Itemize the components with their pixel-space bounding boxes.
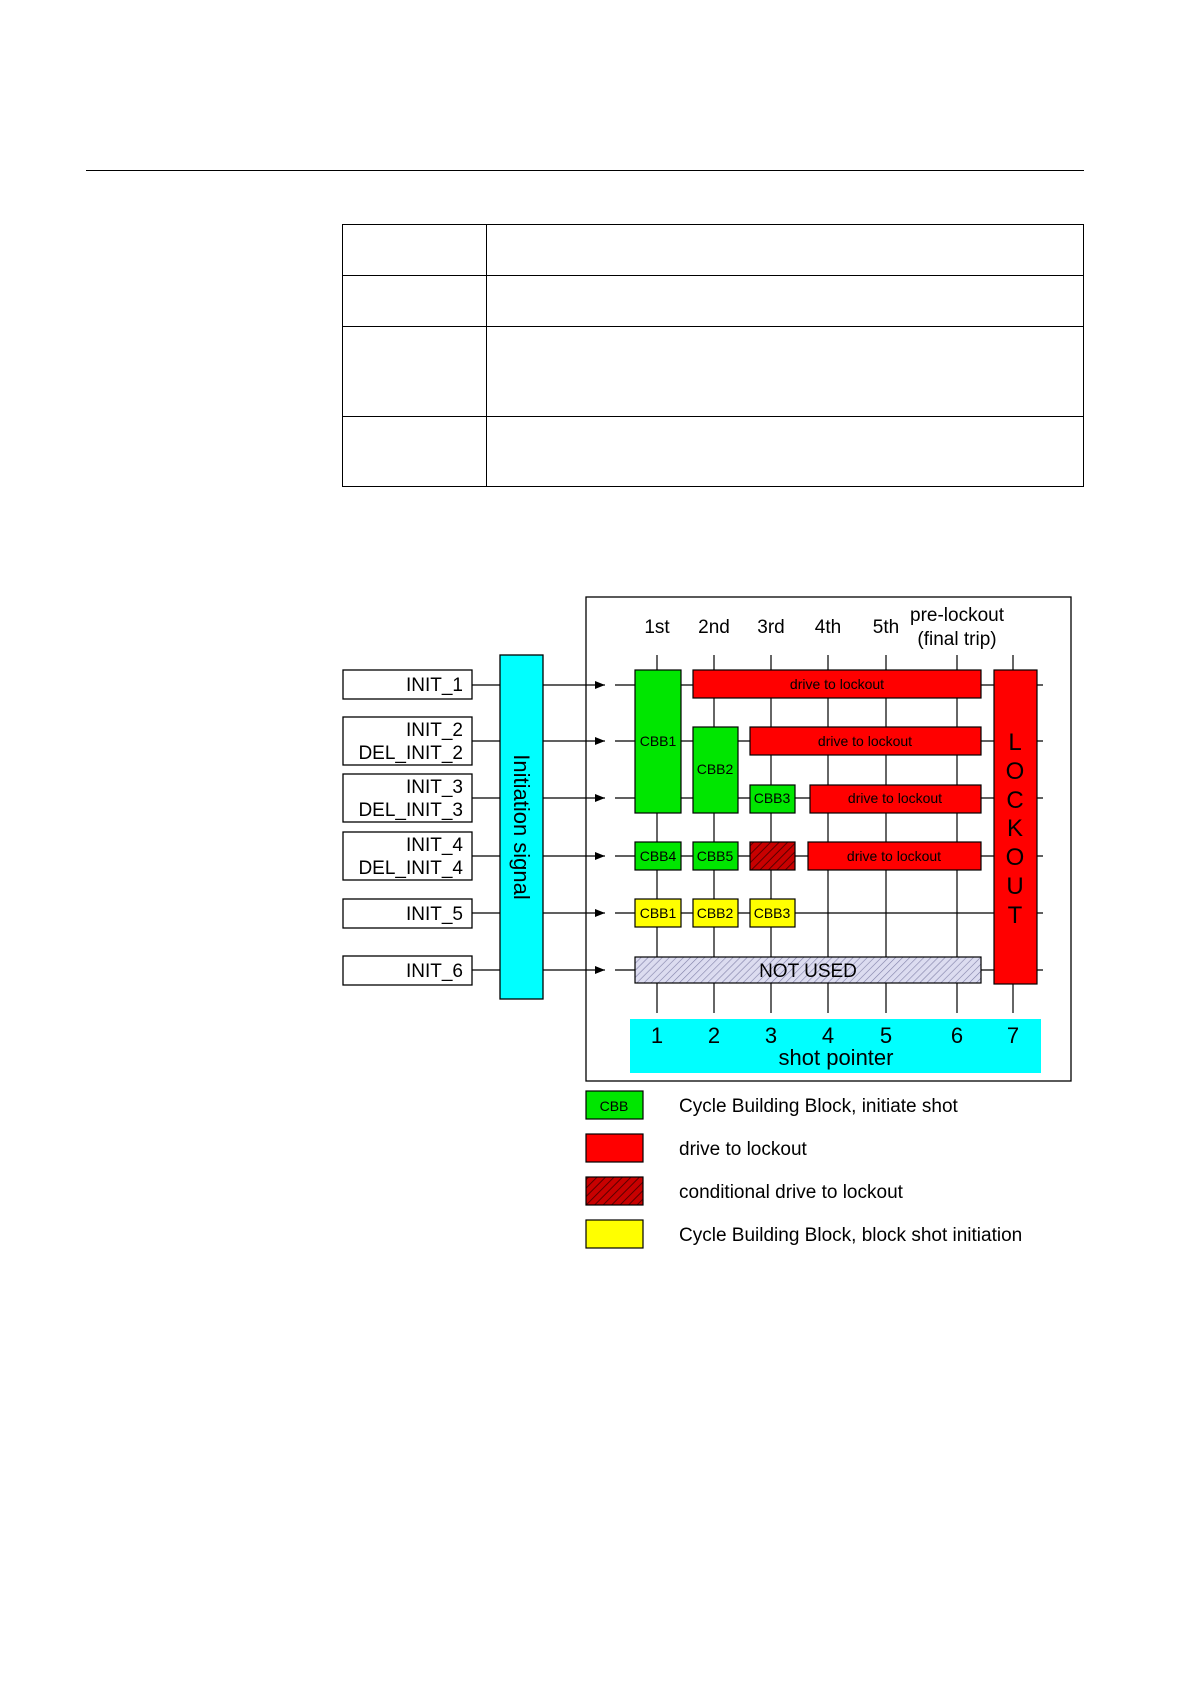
drive-to-lockout-label: drive to lockout <box>789 676 885 692</box>
column-header-5th: 5th <box>872 617 900 638</box>
lockout-letter: U <box>1006 873 1024 900</box>
column-header-pre-lockout: pre-lockout <box>910 605 1004 626</box>
conditional-drive-block <box>750 842 795 870</box>
shot-pointer-number: 3 <box>764 1023 778 1048</box>
input-label: INIT_5 <box>405 904 463 925</box>
column-header-final-trip: (final trip) <box>917 629 997 650</box>
input-signals <box>343 670 472 985</box>
cbb-label: CBB3 <box>753 790 791 806</box>
cbb-label: CBB3 <box>753 905 791 921</box>
lockout-letter: C <box>1006 787 1024 814</box>
lockout-letter: K <box>1006 815 1024 842</box>
column-header-3rd: 3rd <box>757 617 785 638</box>
not-used-label: NOT USED <box>759 961 857 982</box>
drive-to-lockout-label: drive to lockout <box>846 848 942 864</box>
input-label: INIT_6 <box>405 961 463 982</box>
column-header-4th: 4th <box>814 617 842 638</box>
column-header-1st: 1st <box>644 617 670 638</box>
legend <box>586 1091 1022 1248</box>
input-label-delayed: DEL_INIT_2 <box>358 743 463 764</box>
legend-label: Cycle Building Block, initiate shot <box>679 1096 958 1117</box>
lockout-letter: T <box>1007 902 1023 929</box>
signal-arrows <box>543 685 605 970</box>
legend-label: drive to lockout <box>679 1139 807 1160</box>
shot-pointer-label: shot pointer <box>778 1045 894 1070</box>
cbb-label: CBB4 <box>639 848 677 864</box>
shot-pointer-number: 7 <box>1006 1023 1020 1048</box>
lockout-letter: L <box>1008 729 1022 756</box>
cbb-label: CBB2 <box>696 761 734 777</box>
input-label: INIT_2 <box>405 720 463 741</box>
legend-swatch-conditional <box>586 1177 643 1205</box>
drive-to-lockout-label: drive to lockout <box>817 733 913 749</box>
drive-to-lockout-label: drive to lockout <box>847 790 943 806</box>
column-header-2nd: 2nd <box>698 617 730 638</box>
legend-swatch-drive-to-lockout <box>586 1134 643 1162</box>
input-label: INIT_1 <box>405 675 463 696</box>
legend-label: Cycle Building Block, block shot initiation <box>679 1225 1023 1246</box>
cbb-block-shot-blocks <box>635 899 795 927</box>
shot-pointer-number: 5 <box>879 1023 893 1048</box>
lockout-letter: O <box>1005 844 1025 871</box>
column-headers <box>644 605 1004 650</box>
shot-pointer-number: 4 <box>821 1023 835 1048</box>
legend-swatch-text: CBB <box>599 1098 629 1114</box>
lockout-letters <box>1006 729 1025 929</box>
cbb-label: CBB2 <box>696 905 734 921</box>
shot-pointer-number: 6 <box>950 1023 964 1048</box>
legend-swatch-cbb-block <box>586 1220 643 1248</box>
shot-pointer-number: 1 <box>650 1023 664 1048</box>
cbb-label: CBB1 <box>639 733 677 749</box>
input-label-delayed: DEL_INIT_3 <box>358 800 463 821</box>
input-label-delayed: DEL_INIT_4 <box>358 858 463 879</box>
cbb-label: CBB5 <box>696 848 734 864</box>
input-connectors <box>472 685 500 970</box>
initiation-signal-label: Initiation signal <box>509 754 534 900</box>
legend-label: conditional drive to lockout <box>679 1182 903 1203</box>
input-label: INIT_4 <box>405 835 463 856</box>
cbb-label: CBB1 <box>639 905 677 921</box>
shot-pointer-number: 2 <box>707 1023 721 1048</box>
lockout-letter: O <box>1005 758 1025 785</box>
input-label: INIT_3 <box>405 777 463 798</box>
